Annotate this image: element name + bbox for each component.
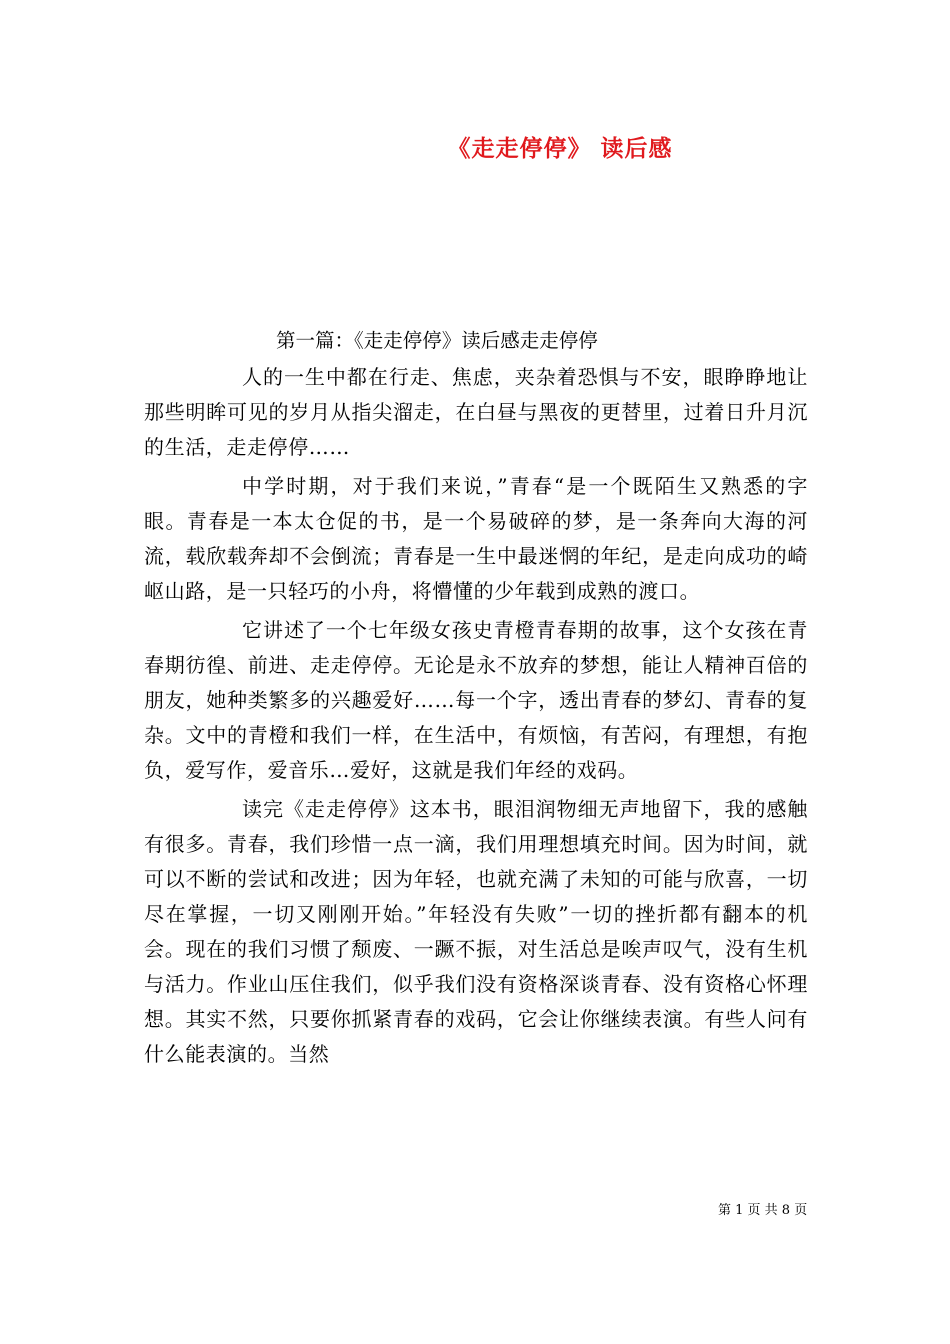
body-text: [144, 360, 808, 1076]
paragraph: 读完《走走停停》这本书，眼泪润物细无声地留下，我的感触有很多。青春，我们珍惜一点一滴，我们用理想填充时间。因为时间，就可以不断的尝试和改进；因为年轻，也就充满了未知的可能与欣喜，一切尽在掌握，一切又刚刚开始。”年轻没有失败”一切的挫折都有翻本的机会。现在的我们习惯了颓废、一蹶不振，对生活总是唉声叹气，没有生机与活力。作业山压住我们，似乎我们没有资格深谈青春、没有资格心怀理想。其实不然，只要你抓紧青春的戏码，它会让你继续表演。有些人问有什么能表演的。当然: [144, 797, 808, 1066]
paragraph: 人的一生中都在行走、焦虑，夹杂着恐惧与不安，眼睁睁地让那些明眸可见的岁月从指尖溜走，在白昼与黑夜的更替里，过着日升月沉的生活，走走停停……: [144, 365, 808, 459]
paragraph: 它讲述了一个七年级女孩史青橙青春期的故事，这个女孩在青春期彷徨、前进、走走停停。无论是永不放弃的梦想，能让人精神百倍的朋友，她种类繁多的兴趣爱好……每一个字，透出青春的梦幻、青春的复杂。文中的青橙和我们一样，在生活中，有烦恼，有苦闷，有理想，有抱负，爱写作，爱音乐…爱好，这就是我们年经的戏码。: [144, 618, 808, 782]
page-number: 第 1 页 共 8 页: [718, 1203, 808, 1218]
document-title: 《走走停停》 读后感: [447, 136, 673, 162]
paragraph: 中学时期，对于我们来说，”青春“是一个既陌生又熟悉的字眼。青春是一本太仓促的书，是一个易破碎的梦，是一条奔向大海的河流，载欣载奔却不会倒流；青春是一生中最迷惘的年纪，是走向成功的崎岖山路，是一只轻巧的小舟，将懵懂的少年载到成熟的渡口。: [144, 474, 808, 603]
section-heading: 第一篇：《走走停停》读后感走走停停: [276, 329, 598, 352]
